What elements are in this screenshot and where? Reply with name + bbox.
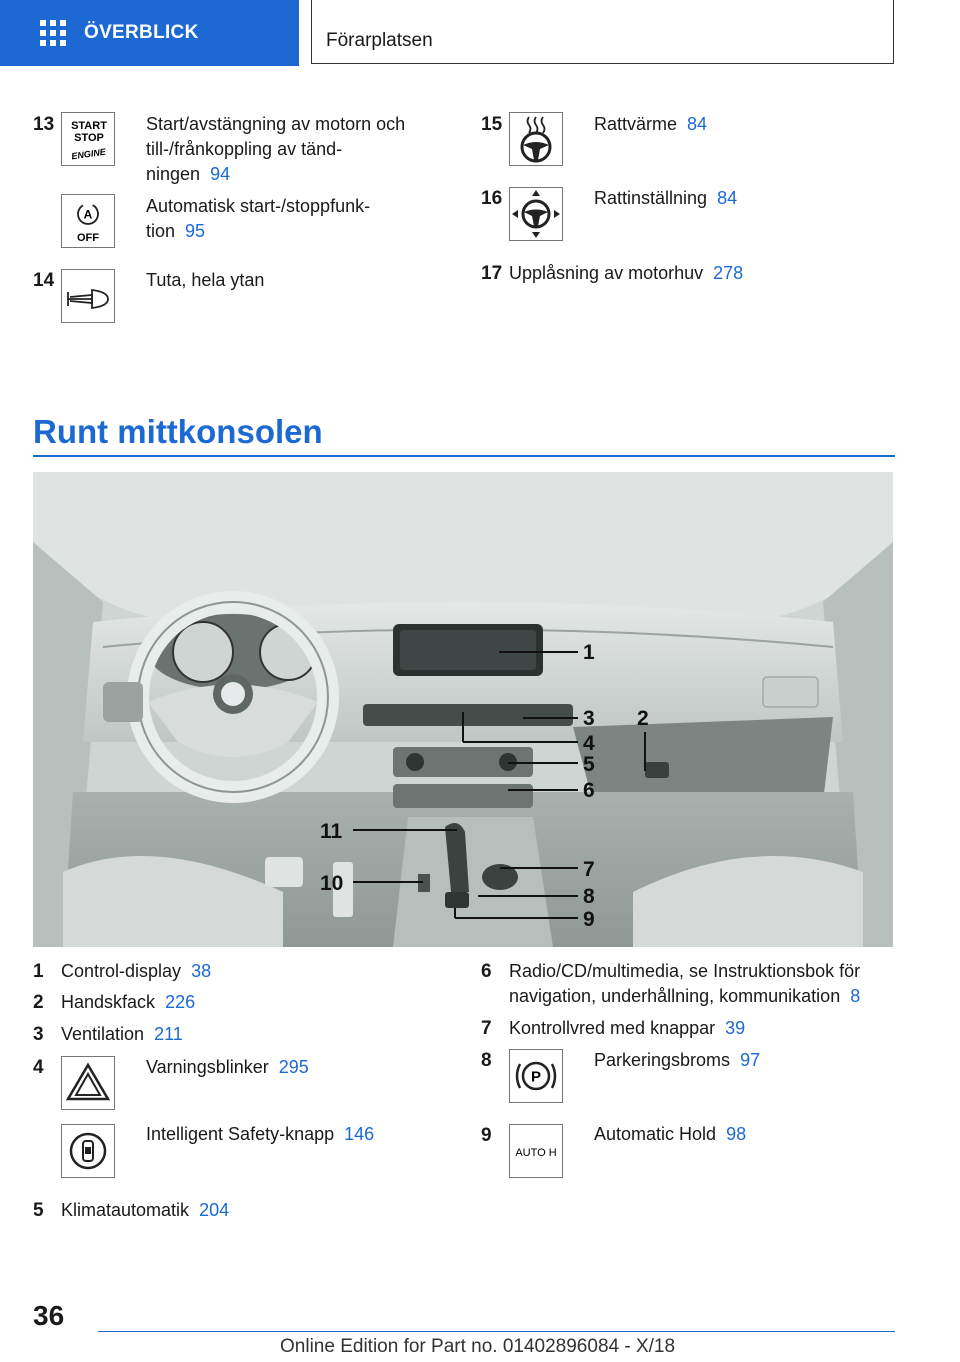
page-ref-link[interactable]: 226: [165, 992, 196, 1012]
item-description: Automatic Hold 98: [594, 1124, 747, 1144]
page-ref-link[interactable]: 98: [726, 1124, 747, 1144]
svg-text:START: START: [71, 120, 107, 132]
callout-2: 2: [637, 707, 649, 730]
auto-hold-icon: [509, 1124, 563, 1178]
page-title: Förarplatsen: [326, 30, 433, 51]
section-tab-label: ÖVERBLICK: [84, 22, 199, 43]
item-description: Ventilation 211: [61, 1024, 183, 1044]
item-number: 6: [481, 961, 492, 982]
page-number: 36: [33, 1300, 65, 1331]
item-number: 2: [33, 992, 44, 1013]
section-tab[interactable]: [0, 0, 299, 66]
item-number: 1: [33, 961, 44, 982]
center-console-photo: [33, 472, 893, 947]
page-header: [311, 0, 894, 64]
hazard-warning-icon: [61, 1056, 115, 1110]
svg-text:AUTO H: AUTO H: [515, 1147, 557, 1159]
callout-1: 1: [583, 641, 595, 664]
page-ref-link[interactable]: 8: [850, 986, 861, 1006]
item-description: Upplåsning av motorhuv 278: [509, 263, 744, 283]
callout-9: 9: [583, 908, 595, 931]
auto-start-stop-off-icon: [61, 194, 115, 248]
item-description: Radio/CD/multimedia, se Instruktionsbok för navigation, underhållning, kommunikation 8: [509, 961, 861, 1006]
page-ref-link[interactable]: 84: [687, 114, 708, 134]
item-description: Klimatautomatik 204: [61, 1200, 230, 1220]
page-ref-link[interactable]: 204: [199, 1200, 230, 1220]
item-number: 15: [481, 114, 503, 135]
page-ref-link[interactable]: 95: [185, 221, 206, 241]
item-description: Rattinställning 84: [594, 188, 738, 208]
item-number: 16: [481, 188, 503, 209]
steering-wheel-heating-icon: [509, 112, 563, 166]
steering-wheel-adjust-icon: [509, 187, 563, 241]
callout-5: 5: [583, 753, 595, 776]
callout-4: 4: [583, 732, 595, 755]
page-ref-link[interactable]: 278: [713, 263, 744, 283]
page-ref-link[interactable]: 38: [191, 961, 212, 981]
section-divider: [33, 455, 895, 457]
item-description: Intelligent Safety-knapp 146: [146, 1124, 375, 1144]
item-description: Varningsblinker 295: [146, 1057, 309, 1077]
parking-brake-icon: [509, 1049, 563, 1103]
callout-11: 11: [320, 820, 343, 843]
item-number: 14: [33, 270, 55, 291]
item-number: 5: [33, 1200, 44, 1221]
callout-3: 3: [583, 707, 595, 730]
horn-icon: [61, 269, 115, 323]
callout-10: 10: [320, 872, 344, 895]
item-description: Parkeringsbroms 97: [594, 1050, 761, 1070]
item-description: Automatisk start-/stoppfunk- tion 95: [146, 196, 371, 241]
item-number: 17: [481, 263, 503, 284]
item-description: Rattvärme 84: [594, 114, 708, 134]
item-description: Control-display 38: [61, 961, 212, 981]
svg-text:OFF: OFF: [77, 232, 99, 244]
edition-note: Online Edition for Part no. 01402896084 - X/18: [280, 1336, 676, 1357]
page-ref-link[interactable]: 94: [210, 164, 231, 184]
svg-text:ENGINE: ENGINE: [70, 146, 107, 162]
item-number: 9: [481, 1125, 492, 1146]
page-ref-link[interactable]: 84: [717, 188, 738, 208]
page-ref-link[interactable]: 97: [740, 1050, 761, 1070]
page-ref-link[interactable]: 211: [154, 1024, 183, 1044]
callout-7: 7: [583, 858, 595, 881]
callout-6: 6: [583, 779, 595, 802]
callout-8: 8: [583, 885, 595, 908]
item-number: 7: [481, 1018, 492, 1039]
footer-divider: [98, 1331, 895, 1332]
overview-grid-icon: [40, 20, 66, 46]
page-ref-link[interactable]: 146: [344, 1124, 375, 1144]
item-number: 13: [33, 114, 55, 135]
item-number: 8: [481, 1050, 492, 1071]
item-description: Kontrollvred med knappar 39: [509, 1018, 746, 1038]
svg-text:P: P: [530, 1068, 542, 1086]
intelligent-safety-icon: [61, 1124, 115, 1178]
svg-text:A: A: [83, 207, 93, 222]
item-number: 4: [33, 1057, 44, 1078]
item-number: 3: [33, 1024, 44, 1045]
item-description: Tuta, hela ytan: [146, 270, 265, 290]
page-ref-link[interactable]: 39: [725, 1018, 746, 1038]
section-heading: Runt mittkonsolen: [33, 413, 323, 450]
item-description: Start/avstängning av motorn och till-/frånkoppling av tänd- ningen 94: [146, 114, 406, 184]
svg-text:STOP: STOP: [74, 132, 104, 144]
start-stop-engine-icon: [61, 112, 115, 166]
item-description: Handskfack 226: [61, 992, 196, 1012]
page-ref-link[interactable]: 295: [278, 1057, 309, 1077]
